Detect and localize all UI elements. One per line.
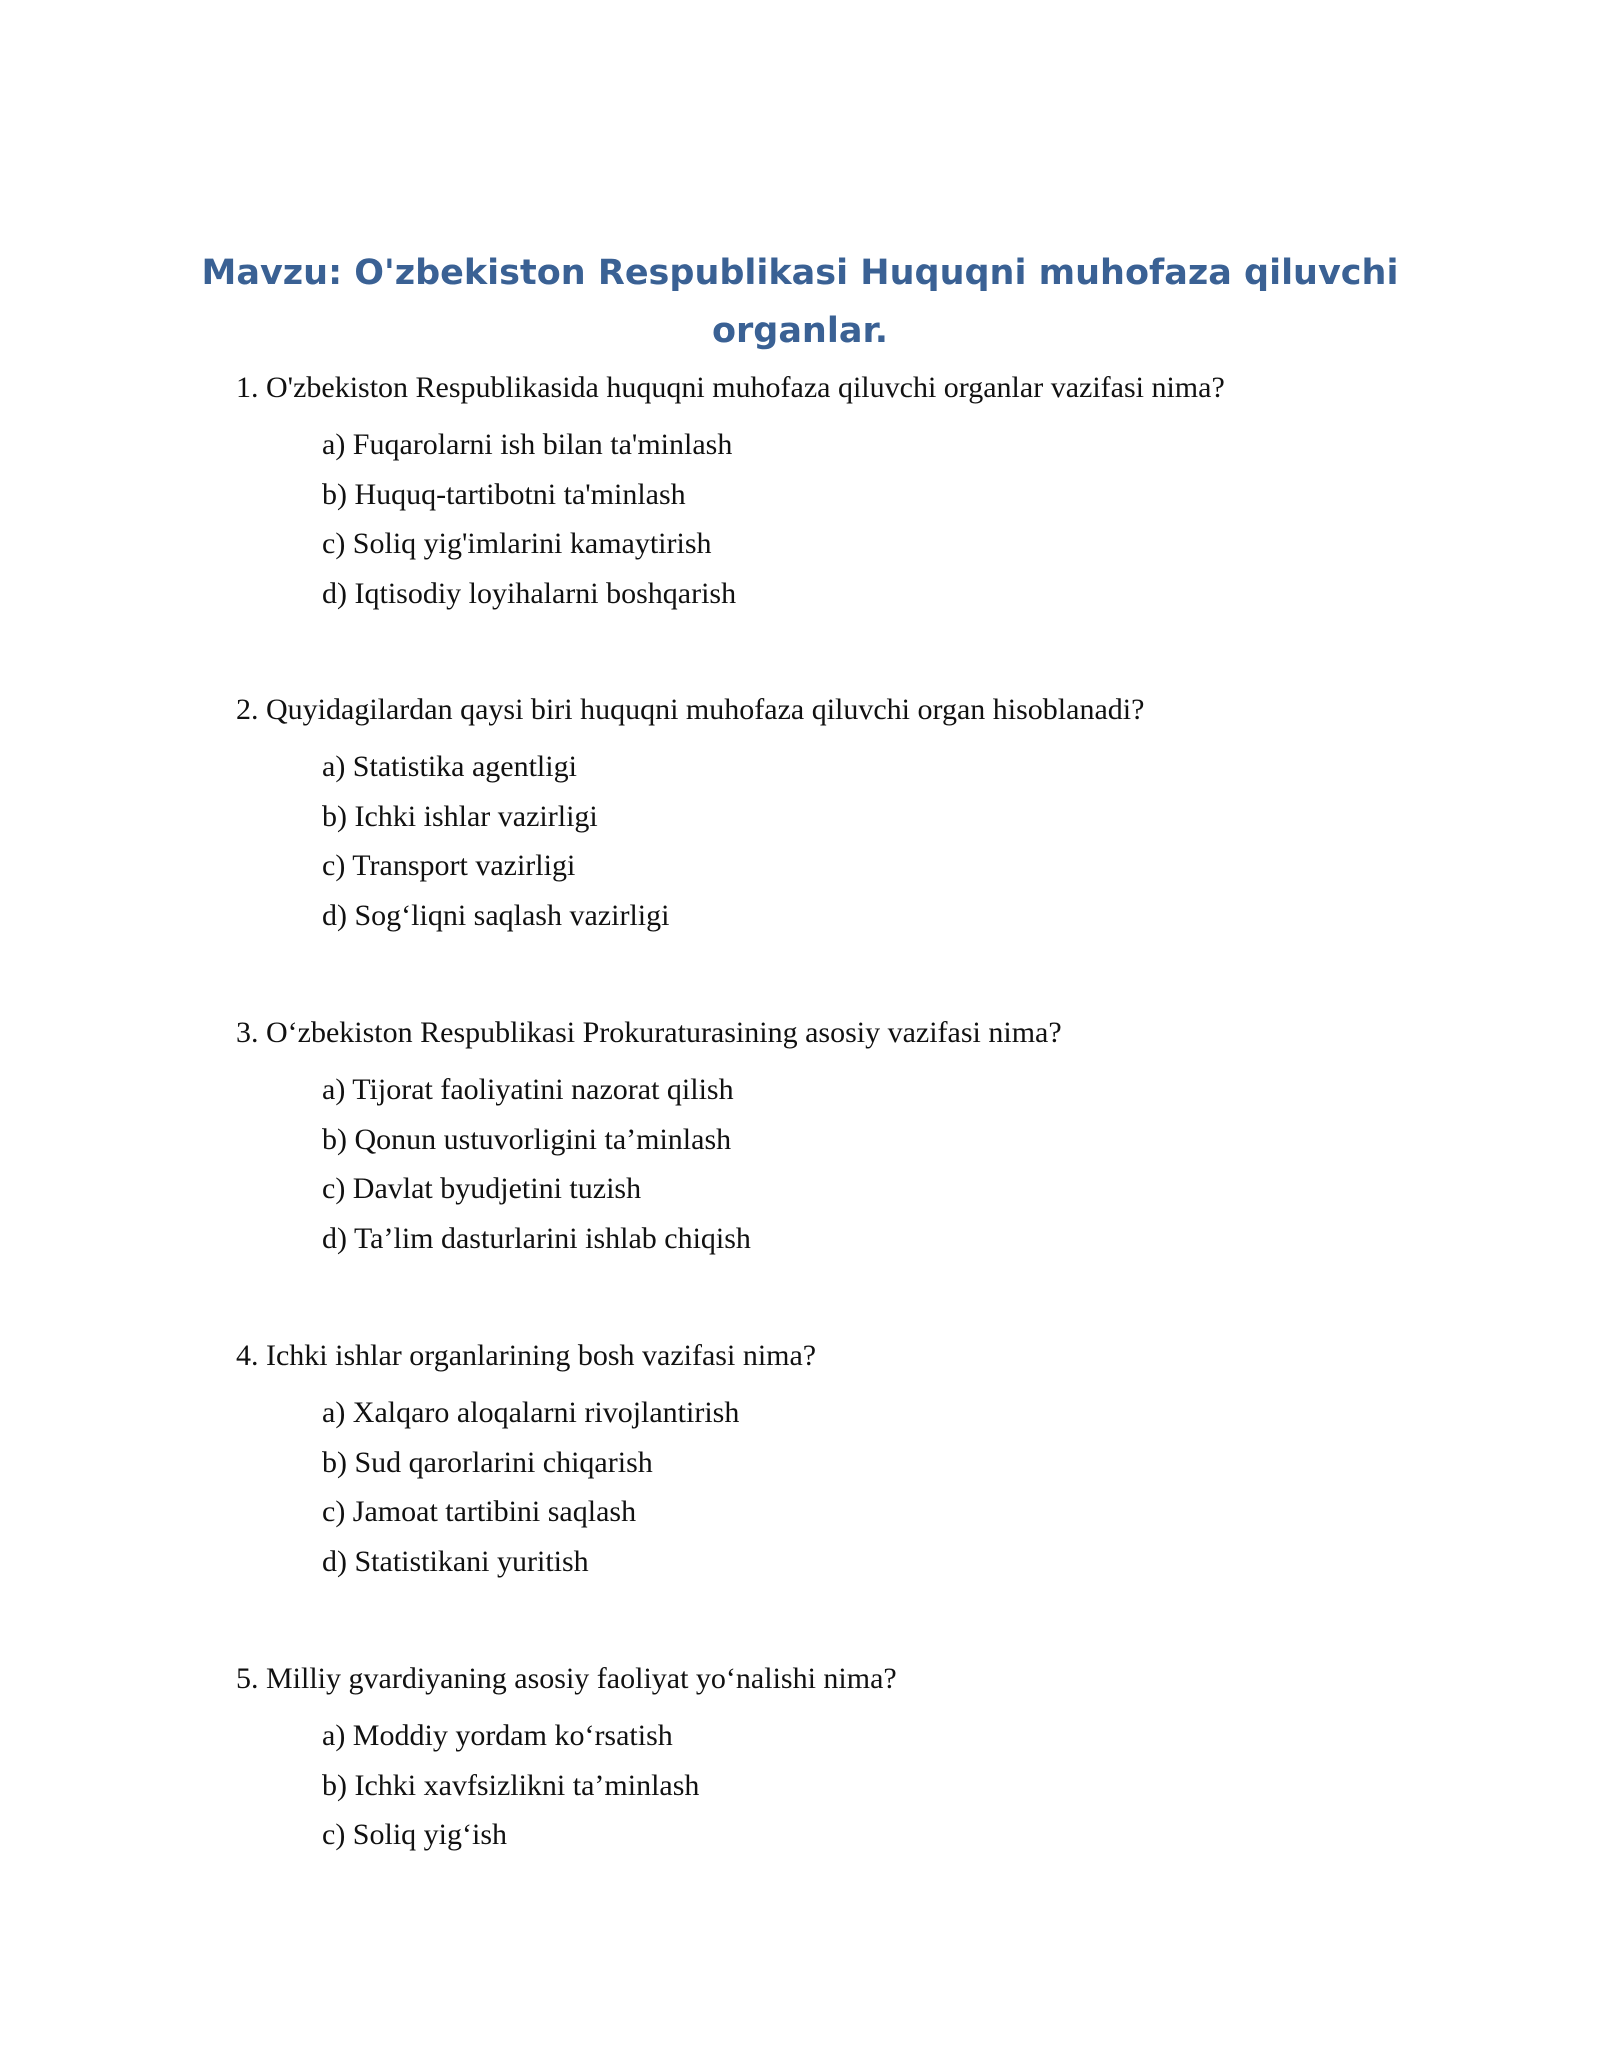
answer-option-c: c) Davlat byudjetini tuzish (322, 1172, 642, 1205)
question-5 (236, 1661, 1436, 1867)
answer-option-c: c) Transport vazirligi (322, 849, 576, 882)
page-title-line-2: organlar. (711, 311, 889, 351)
answer-options (322, 1072, 1436, 1257)
answer-option-d: d) Ta’lim dasturlarini ishlab chiqish (322, 1221, 751, 1255)
answer-option-a: a) Fuqarolarni ish bilan ta'minlash (322, 428, 733, 461)
answer-option-d: d) Iqtisodiy loyihalarni boshqarish (322, 576, 737, 610)
answer-options (322, 1395, 1436, 1580)
question-text: 5. Milliy gvardiyaning asosiy faoliyat yo‘nalishi nima? (236, 1662, 897, 1695)
question-3 (236, 1015, 1436, 1270)
page-title (200, 244, 1400, 360)
answer-option-a: a) Xalqaro aloqalarni rivojlantirish (322, 1396, 740, 1429)
answer-option-b: b) Qonun ustuvorligini ta’minlash (322, 1122, 732, 1156)
answer-option-b: b) Ichki xavfsizlikni ta’minlash (322, 1768, 700, 1802)
answer-options (322, 427, 1436, 612)
answer-option-a: a) Statistika agentligi (322, 750, 577, 783)
question-4 (236, 1338, 1436, 1593)
answer-options (322, 1718, 1436, 1853)
question-text: 3. O‘zbekiston Respublikasi Prokuraturasining asosiy vazifasi nima? (236, 1016, 1062, 1049)
answer-option-c: c) Jamoat tartibini saqlash (322, 1495, 637, 1528)
answer-options (322, 749, 1436, 934)
answer-option-a: a) Tijorat faoliyatini nazorat qilish (322, 1073, 734, 1106)
answer-option-d: d) Statistikani yuritish (322, 1544, 589, 1578)
answer-option-d: d) Sog‘liqni saqlash vazirligi (322, 898, 670, 932)
answer-option-c: c) Soliq yig‘ish (322, 1818, 507, 1851)
question-text: 1. O'zbekiston Respublikasida huquqni muhofaza qiluvchi organlar vazifasi nima? (236, 371, 1225, 404)
question-1 (236, 370, 1436, 625)
answer-option-b: b) Ichki ishlar vazirligi (322, 799, 598, 833)
answer-option-b: b) Sud qarorlarini chiqarish (322, 1445, 653, 1479)
answer-option-c: c) Soliq yig'imlarini kamaytirish (322, 527, 712, 560)
question-text: 4. Ichki ishlar organlarining bosh vazifasi nima? (236, 1339, 817, 1372)
page-title-line-1: Mavzu: O'zbekiston Respublikasi Huquqni muhofaza qiluvchi (201, 253, 1399, 293)
answer-option-a: a) Moddiy yordam ko‘rsatish (322, 1719, 673, 1752)
answer-option-b: b) Huquq-tartibotni ta'minlash (322, 477, 686, 511)
question-text: 2. Quyidagilardan qaysi biri huquqni muhofaza qiluvchi organ hisoblanadi? (236, 693, 1145, 726)
question-2 (236, 692, 1436, 947)
